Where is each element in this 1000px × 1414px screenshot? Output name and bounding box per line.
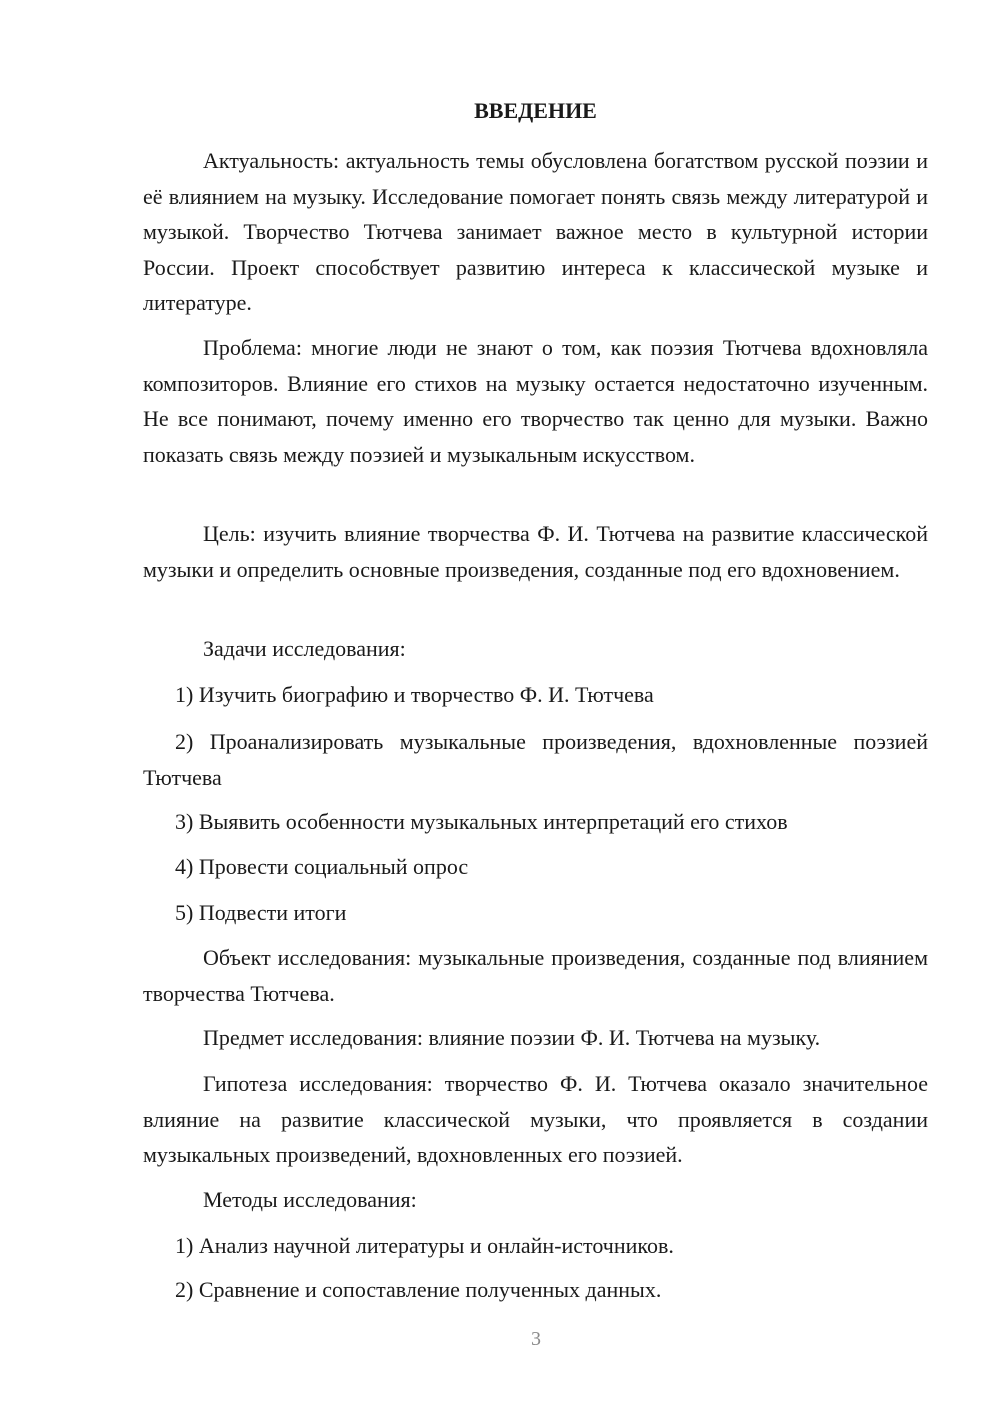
object-paragraph: Объект исследования: музыкальные произведения, созданные под влиянием творчества Тютчева. (143, 945, 928, 1006)
hypothesis-paragraph: Гипотеза исследования: творчество Ф. И. Тютчева оказало значительное влияние на развитие классической музыки, что проявляется в создании музыкальных произведений, вдохновленных его поэзией. (143, 1071, 928, 1167)
tasks-title: Задачи исследования: (203, 636, 406, 661)
relevance-paragraph: Актуальность: актуальность темы обусловлена богатством русской поэзии и её влиянием на музыку. Исследование помогает понять связь между литературой и музыкой. Творчество Тютчева занимает важное место в культурной истории России. Проект способствует развитию интереса к классической музыке и литературе. (143, 148, 928, 315)
task-item: 3) Выявить особенности музыкальных интерпретаций его стихов (175, 809, 788, 834)
method-item: 2) Сравнение и сопоставление полученных данных. (175, 1277, 662, 1302)
problem-paragraph: Проблема: многие люди не знают о том, как поэзия Тютчева вдохновляла композиторов. Влияние его стихов на музыку остается недостаточно изученным. Не все понимают, почему именно его творчество так ценно для музыки. Важно показать связь между поэзией и музыкальным искусством. (143, 335, 928, 467)
page-number: 3 (531, 1328, 541, 1350)
task-item: 1) Изучить биографию и творчество Ф. И. Тютчева (175, 682, 654, 707)
section-heading: ВВЕДЕНИЕ (474, 98, 597, 123)
method-item: 1) Анализ научной литературы и онлайн-источников. (175, 1233, 674, 1258)
subject-paragraph: Предмет исследования: влияние поэзии Ф. И. Тютчева на музыку. (203, 1025, 821, 1050)
goal-paragraph: Цель: изучить влияние творчества Ф. И. Тютчева на развитие классической музыки и определить основные произведения, созданные под его вдохновением. (143, 521, 928, 582)
methods-title: Методы исследования: (203, 1187, 417, 1212)
task-item: 4) Провести социальный опрос (175, 854, 469, 879)
task-item: 5) Подвести итоги (175, 900, 347, 925)
task-item: 2) Проанализировать музыкальные произведения, вдохновленные поэзией Тютчева (143, 729, 928, 790)
